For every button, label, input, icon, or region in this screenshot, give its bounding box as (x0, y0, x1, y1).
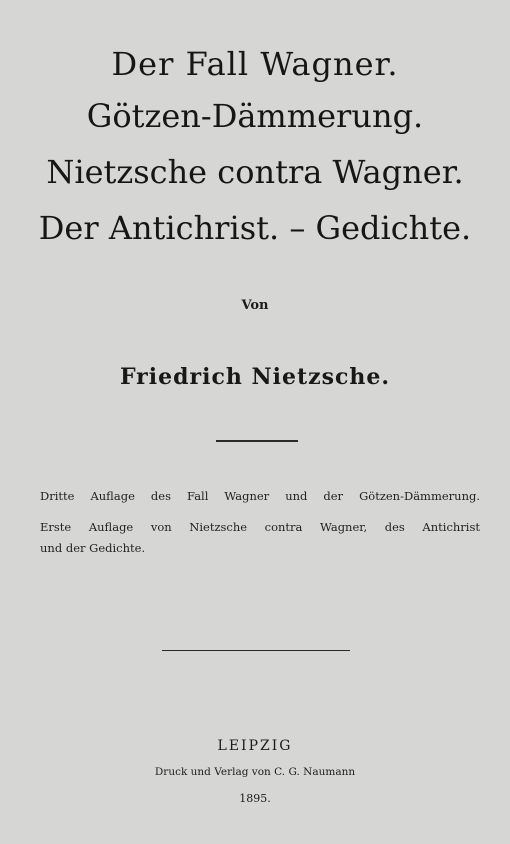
imprint-year: 1895. (239, 792, 271, 805)
imprint-city: LEIPZIG (217, 738, 293, 754)
edition-note-line-1: Dritte Auflage des Fall Wagner und der Götzen-Dämmerung. (40, 489, 480, 503)
title-line-3: Nietzsche contra Wagner. (46, 153, 464, 191)
author-name: Friedrich Nietzsche. (119, 364, 391, 390)
edition-note-line-3: und der Gedichte. (40, 541, 146, 555)
title-line-2: Götzen-Dämmerung. (86, 97, 424, 135)
title-line-4: Der Antichrist. – Gedichte. (38, 209, 472, 247)
imprint-printer: Druck und Verlag von C. G. Naumann (154, 766, 356, 778)
by-label: Von (241, 298, 269, 313)
title-line-1: Der Fall Wagner. (111, 45, 399, 83)
divider-rule-lower (162, 650, 350, 651)
divider-rule-upper (216, 440, 298, 442)
edition-note-line-2: Erste Auflage von Nietzsche contra Wagner, des Antichrist (40, 520, 480, 534)
